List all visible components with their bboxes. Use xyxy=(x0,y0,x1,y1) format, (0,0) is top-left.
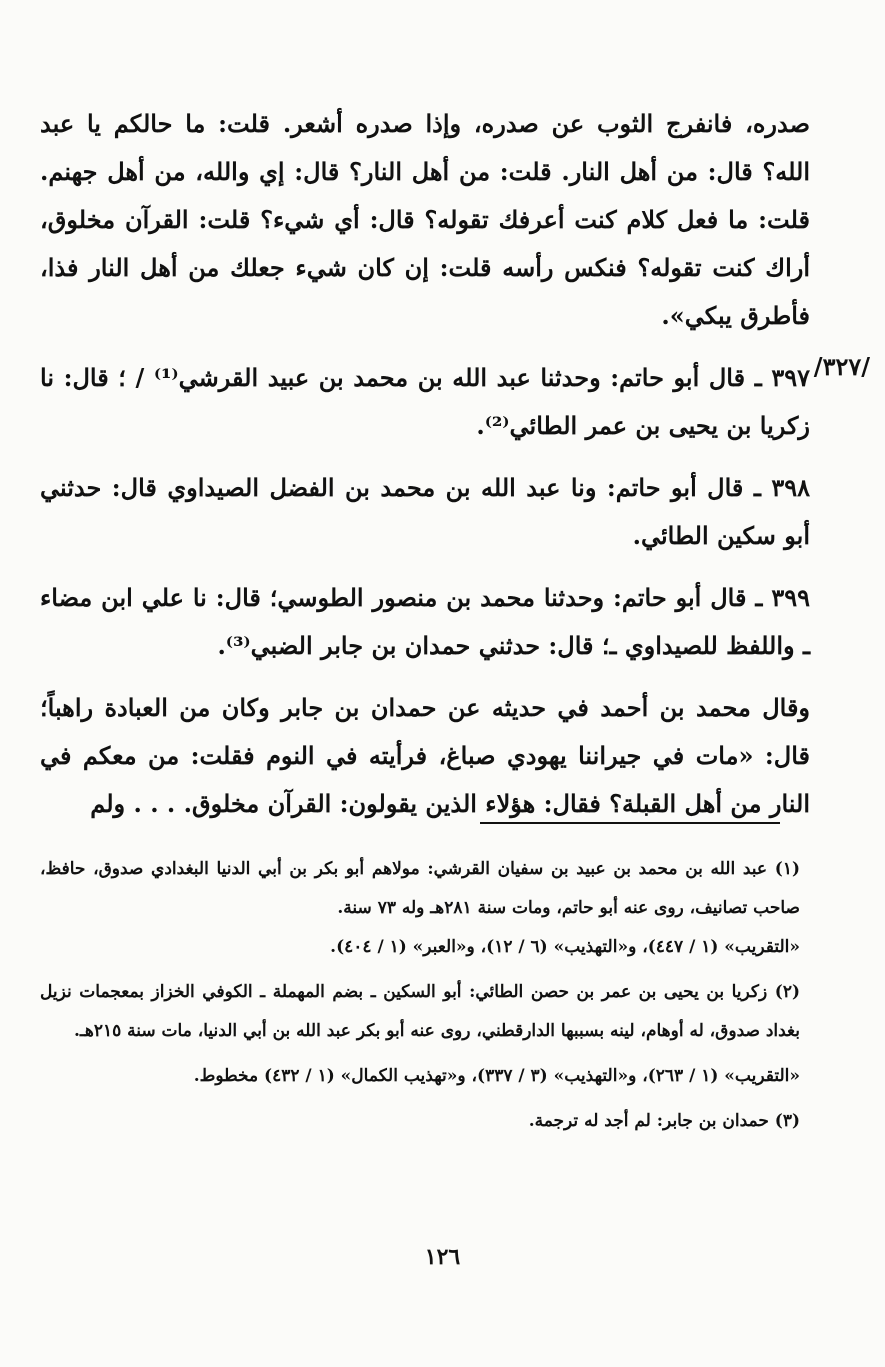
paragraph-397: ٣٩٧ ـ قال أبو حاتم: وحدثنا عبد الله بن محمد بن عبيد القرشي⁽¹⁾ / ؛ قال: نا زكريا بن يحيى بن عمر الطائي⁽²⁾. xyxy=(40,363,810,440)
paragraph-399: ٣٩٩ ـ قال أبو حاتم: وحدثنا محمد بن منصور الطوسي؛ قال: نا علي ابن مضاء ـ واللفظ للصيداوي ـ؛ قال: حدثني حمدان بن جابر الضبي⁽³⁾. xyxy=(40,583,810,660)
footnote-1: (١) عبد الله بن محمد بن عبيد بن سفيان القرشي: مولاهم أبو بكر بن أبي الدنيا البغدادي صدوق، حافظ، صاحب تصانيف، روى عنه أبو حاتم، ومات سنة ٢٨١هـ وله ٧٣ سنة. xyxy=(40,859,800,918)
footnote-2-sources: «التقريب» (١ / ٢٦٣)، و«التهذيب» (٣ / ٣٣٧)، و«تهذيب الكمال» (١ / ٤٣٢) مخطوط. xyxy=(193,1066,800,1086)
main-text xyxy=(40,100,810,828)
page-number: ١٢٦ xyxy=(424,1244,461,1270)
footnote-1-sources: «التقريب» (١ / ٤٤٧)، و«التهذيب» (٦ / ١٢)، و«العبر» (١ / ٤٠٤). xyxy=(330,937,800,957)
paragraph-narration: وقال محمد بن أحمد في حديثه عن حمدان بن جابر وكان من العبادة راهباً؛ قال: «مات في جيراننا يهودي صباغ، فرأيته في النوم فقلت: من معكم في النار من أهل القبلة؟ فقال: هؤلاء الذين يقولون: القرآن مخلوق. . . . ولم xyxy=(40,693,811,818)
margin-page-reference: /٣٢٧/ xyxy=(813,352,870,381)
footnotes xyxy=(40,850,800,1141)
footnote-2: (٢) زكريا بن يحيى بن عمر بن حصن الطائي: أبو السكين ـ بضم المهملة ـ الكوفي الخزاز بمعجمات نزيل بغداد صدوق، له أوهام، لينه بسببها الدارقطني، روى عنه أبو بكر عبد الله بن أبي الدنيا، مات سنة ٢١٥هـ. xyxy=(40,982,800,1041)
paragraph-398: ٣٩٨ ـ قال أبو حاتم: ونا عبد الله بن محمد بن الفضل الصيداوي قال: حدثني أبو سكين الطائي. xyxy=(40,473,810,550)
footnote-separator xyxy=(480,822,780,824)
paragraph-continuation: صدره، فانفرج الثوب عن صدره، وإذا صدره أشعر. قلت: ما حالكم يا عبد الله؟ قال: من أهل النار. قلت: من أهل النار؟ قال: إي والله، من أهل جهنم. قلت: ما فعل كلام كنت أعرفك تقوله؟ قال: أي شيء؟ قلت: القرآن مخلوق، أراك كنت تقوله؟ فنكس رأسه قلت: إن كان شيء جعلك من أهل النار فذا، فأطرق يبكي». xyxy=(40,109,811,330)
footnote-3: (٣) حمدان بن جابر: لم أجد له ترجمة. xyxy=(528,1111,800,1131)
